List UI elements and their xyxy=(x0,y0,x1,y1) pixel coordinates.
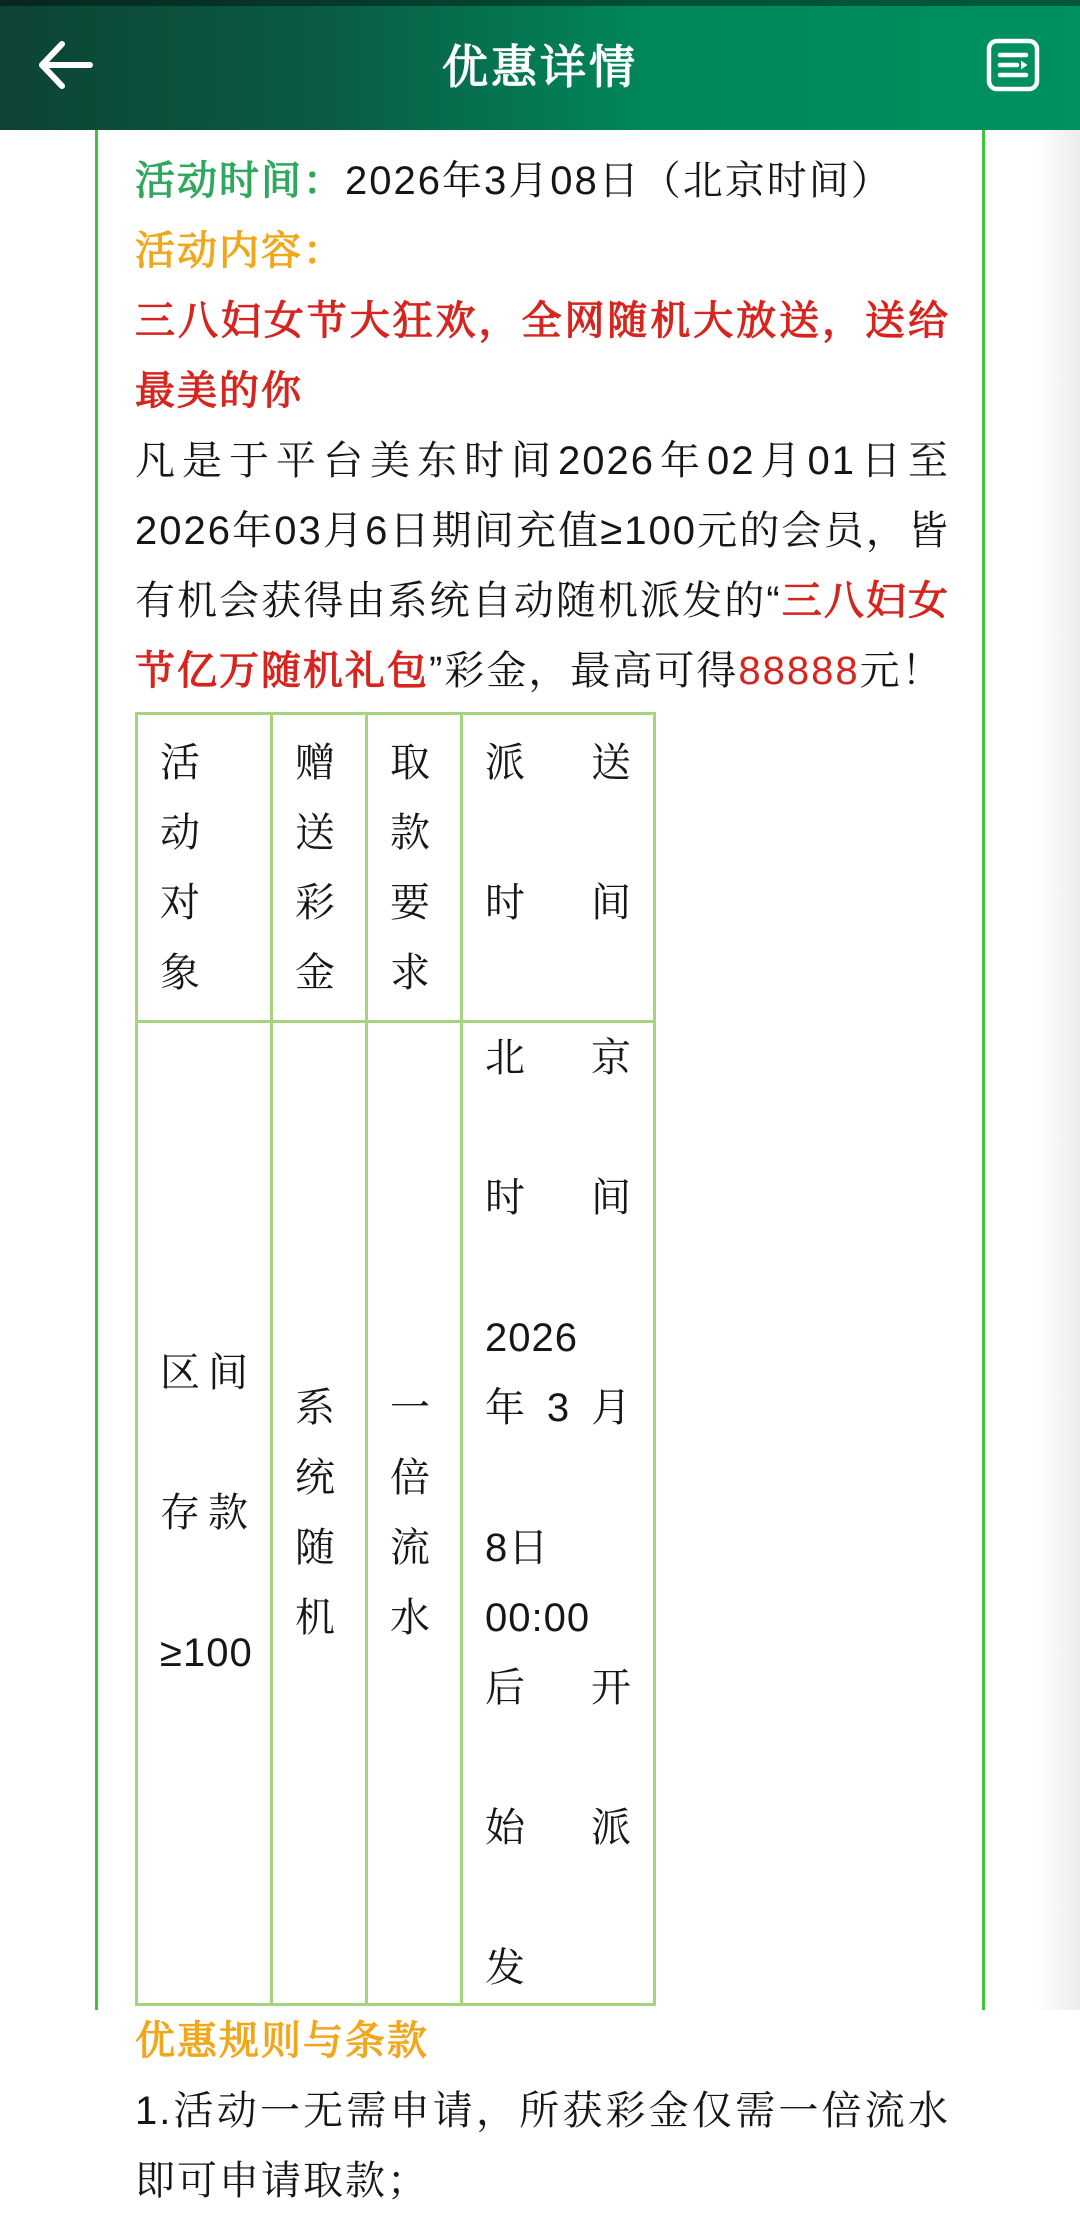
cell-line: 派送 xyxy=(485,740,631,785)
text-segment: ”彩金，最高可得 xyxy=(429,649,739,693)
text-segment: 88888 xyxy=(738,649,860,693)
table-body-cell xyxy=(462,1022,655,2005)
cell-line: 年3月 xyxy=(485,1386,631,1430)
table-header-cell xyxy=(272,714,367,1022)
promo-table xyxy=(135,712,656,2006)
page-title: 优惠详情 xyxy=(442,41,638,93)
text-segment: 1.活动一无需申请，所获彩金仅需一倍流水即可申请取款； xyxy=(135,2089,950,2203)
cell-line: 8日 xyxy=(485,1526,550,1570)
cell-line: 对 xyxy=(160,880,201,925)
cell-line: 水 xyxy=(390,1596,431,1640)
cell-line: 款 xyxy=(390,810,431,855)
text-segment: 三八妇女节亿万随机礼包 xyxy=(135,579,950,693)
cell-line: 动 xyxy=(160,810,201,855)
rules-title-paragraph xyxy=(135,2006,950,2076)
cell-line: 统 xyxy=(295,1456,336,1500)
cell-line: 始派 xyxy=(485,1806,631,1850)
text-segment: 三八妇女节大狂欢，全网随机大放送，送给最美的你 xyxy=(135,299,950,413)
cell-line: ≥100 xyxy=(160,1631,253,1675)
text-segment: 活动时间： xyxy=(135,159,345,203)
activity-time-paragraph xyxy=(135,146,950,216)
cell-line: 时间 xyxy=(485,1176,631,1220)
cell-line: 发 xyxy=(485,1946,526,1990)
cell-line: 象 xyxy=(160,950,201,995)
cell-line: 赠 xyxy=(295,740,336,785)
cell-line: 一 xyxy=(390,1386,431,1430)
cell-line: 机 xyxy=(295,1596,336,1640)
activity-content-label-paragraph xyxy=(135,216,950,286)
text-segment: 活动内容： xyxy=(135,229,345,273)
table-body-cell xyxy=(272,1022,367,2005)
right-edge-fade xyxy=(1035,130,1080,2010)
cell-line: 彩 xyxy=(295,880,336,925)
cell-line: 活 xyxy=(160,740,201,785)
table-header-cell xyxy=(367,714,462,1022)
app-header xyxy=(0,0,1080,130)
cell-line: 求 xyxy=(390,950,431,995)
table-row xyxy=(137,714,655,1022)
promo-card[interactable] xyxy=(95,130,985,2203)
cell-line: 倍 xyxy=(390,1456,431,1500)
text-segment: 2026年3月08日（北京时间） xyxy=(345,159,893,203)
table-body-cell xyxy=(137,1022,272,2005)
cell-line: 系 xyxy=(295,1386,336,1430)
cell-line: 取 xyxy=(390,740,431,785)
cell-line: 要 xyxy=(390,880,431,925)
cell-line: 送 xyxy=(295,810,336,855)
list-menu-icon xyxy=(986,80,1040,95)
table-header-cell xyxy=(137,714,272,1022)
cell-line: 存款 xyxy=(160,1491,248,1535)
text-segment: 凡是于平台美东时间2026年02月01日至2026年03月6日期间充值≥100元的会员，皆有机会获得由系统自动随机派发的“ xyxy=(135,439,950,623)
menu-button[interactable] xyxy=(986,38,1040,92)
text-segment: 元！ xyxy=(859,649,944,693)
promo-rules xyxy=(135,2006,950,2216)
table-row xyxy=(137,1022,655,2005)
cell-line: 后开 xyxy=(485,1666,631,1710)
activity-description-paragraph xyxy=(135,426,950,706)
cell-line: 区间 xyxy=(160,1351,248,1395)
cell-line: 2026 xyxy=(485,1316,578,1360)
cell-line: 随 xyxy=(295,1526,336,1570)
table-header-cell xyxy=(462,714,655,1022)
cell-line: 流 xyxy=(390,1526,431,1570)
cell-line: 北京 xyxy=(485,1036,631,1080)
rule-1-paragraph xyxy=(135,2076,950,2216)
text-segment: 优惠规则与条款 xyxy=(135,2019,429,2063)
table-body-cell xyxy=(367,1022,462,2005)
cell-line: 时间 xyxy=(485,880,631,925)
promo-intro xyxy=(135,146,950,706)
cell-line: 00:00 xyxy=(485,1596,591,1640)
activity-slogan-paragraph xyxy=(135,286,950,426)
cell-line: 金 xyxy=(295,950,336,995)
